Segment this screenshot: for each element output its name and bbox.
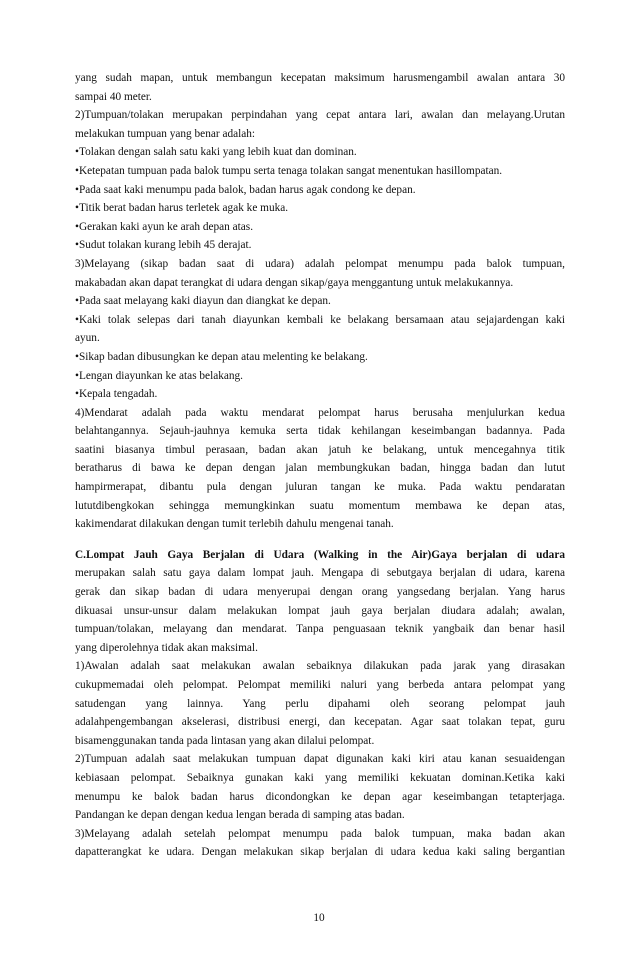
text-line: yang sudah mapan, untuk membangun kecepatan maksimum harusmengambil awalan antara 30 (75, 72, 565, 84)
text-line: Pandangan ke depan dengan kedua lengan berada di samping atas badan. (75, 809, 405, 822)
text-line: saatini biasanya timbul perasaan, badan akan jatuh ke belakang, untuk mencegahnya titik (75, 443, 565, 456)
text-line: cukupmemadai oleh pelompat. Pelompat memiliki naluri yang berbeda antara pelompat yang (75, 679, 565, 691)
text-line: lututdibengkokan sehingga memungkinkan suatu momentum membawa ke depan atas, (75, 499, 565, 512)
text-line: •Lengan diayunkan ke atas belakang. (75, 369, 244, 382)
text-line: 4)Mendarat adalah pada waktu mendarat pelompat harus berusaha menjulurkan kedua (75, 406, 565, 419)
text-line: bisamenggunakan tanda pada lintasan yang akan dilalui pelompat. (75, 734, 375, 747)
body-text-part2 (75, 564, 565, 862)
section-heading: C.Lompat Jauh Gaya Berjalan di Udara (Walking in the Air)Gaya berjalan di udara (75, 548, 565, 561)
text-line: kakimendarat dilakukan dengan tumit terlebih dahulu mengenai tanah. (75, 518, 394, 531)
text-line: 3)Melayang (sikap badan saat di udara) adalah pelompat menumpu pada balok tumpuan, (75, 257, 565, 270)
text-line: yang diperolehnya tidak akan maksimal. (75, 641, 258, 654)
body-text-part1 (75, 69, 565, 534)
text-line: hampirmerapat, dibantu pula dengan juluran tangan ke muka. Pada waktu pendaratan (75, 481, 565, 494)
text-line: satudengan yang lainnya. Yang perlu dipahami oleh seorang pelompat jauh (75, 697, 565, 710)
text-line: merupakan salah satu gaya dalam lompat jauh. Mengapa di sebutgaya berjalan di udara, karena (75, 567, 565, 580)
text-line: •Titik berat badan harus terletek agak ke muka. (75, 202, 289, 215)
text-line: tumpuan/tolakan, melayang dan mendarat. Tanpa penguasaan teknik yangbaik dan benar hasil (75, 623, 565, 636)
text-line: 2)Tumpuan adalah saat melakukan tumpuan dapat digunakan kaki kiri atau kanan sesuaidengan (75, 753, 565, 766)
text-line: ayun. (75, 332, 100, 345)
text-line: melakukan tumpuan yang benar adalah: (75, 127, 256, 140)
page-number: 10 (313, 912, 325, 924)
text-line: •Pada saat kaki menumpu pada balok, badan harus agak condong ke depan. (75, 183, 416, 196)
text-line: dikuasai unsur-unsur dalam melakukan lompat jauh gaya berjalan diudara adalah; awalan, (75, 604, 565, 617)
text-line: sampai 40 meter. (75, 90, 152, 103)
text-line: menumpu ke balok badan harus dicondongkan ke depan agar keseimbangan tetapterjaga. (75, 790, 565, 803)
text-line: makabadan akan dapat terangkat di udara dengan sikap/gaya menggantung untuk melakukannya. (75, 276, 514, 289)
text-line: belahtangannya. Sejauh-jauhnya kemuka serta tidak kehilangan keseimbangan badannya. Pada (75, 425, 565, 438)
text-line: •Ketepatan tumpuan pada balok tumpu serta tenaga tolakan sangat menentukan hasillompatan. (75, 164, 503, 177)
text-line: •Kaki tolak selepas dari tanah diayunkan kembali ke belakang bersamaan atau sejajardengan kaki (75, 313, 565, 326)
text-line: gerak dan sikap badan di udara menyerupai dengan orang yangsedang berjalan. Yang harus (75, 586, 565, 599)
text-line: adalahpengembangan akselerasi, distribusi energi, dan kecepatan. Agar saat tolakan tepat, guru (75, 716, 565, 729)
section-heading-wrap (75, 546, 565, 565)
text-line: 3)Melayang adalah setelah pelompat menumpu pada balok tumpuan, maka badan akan (75, 827, 565, 840)
text-line: kebiasaan pelompat. Sebaiknya gunakan kaki yang memiliki kekuatan dominan.Ketika kaki (75, 771, 565, 784)
text-line: 2)Tumpuan/tolakan merupakan perpindahan yang cepat antara lari, awalan dan melayang.Urutan (75, 109, 565, 122)
text-line: •Kepala tengadah. (75, 388, 158, 401)
text-line: dapatterangkat ke udara. Dengan melakukan sikap berjalan di udara kedua kaki saling bergantian (75, 846, 565, 859)
text-line: beratharus di bawa ke depan dengan jalan membungkukan badan, hingga badan dan lutut (75, 462, 565, 475)
text-line: •Tolakan dengan salah satu kaki yang lebih kuat dan dominan. (75, 146, 357, 159)
text-line: •Sudut tolakan kurang lebih 45 derajat. (75, 239, 252, 252)
text-line: 1)Awalan adalah saat melakukan awalan sebaiknya dilakukan pada jarak yang dirasakan (75, 660, 565, 673)
text-line: •Pada saat melayang kaki diayun dan diangkat ke depan. (75, 295, 331, 308)
text-line: •Sikap badan dibusungkan ke depan atau melenting ke belakang. (75, 350, 368, 363)
text-line: •Gerakan kaki ayun ke arah depan atas. (75, 220, 254, 233)
